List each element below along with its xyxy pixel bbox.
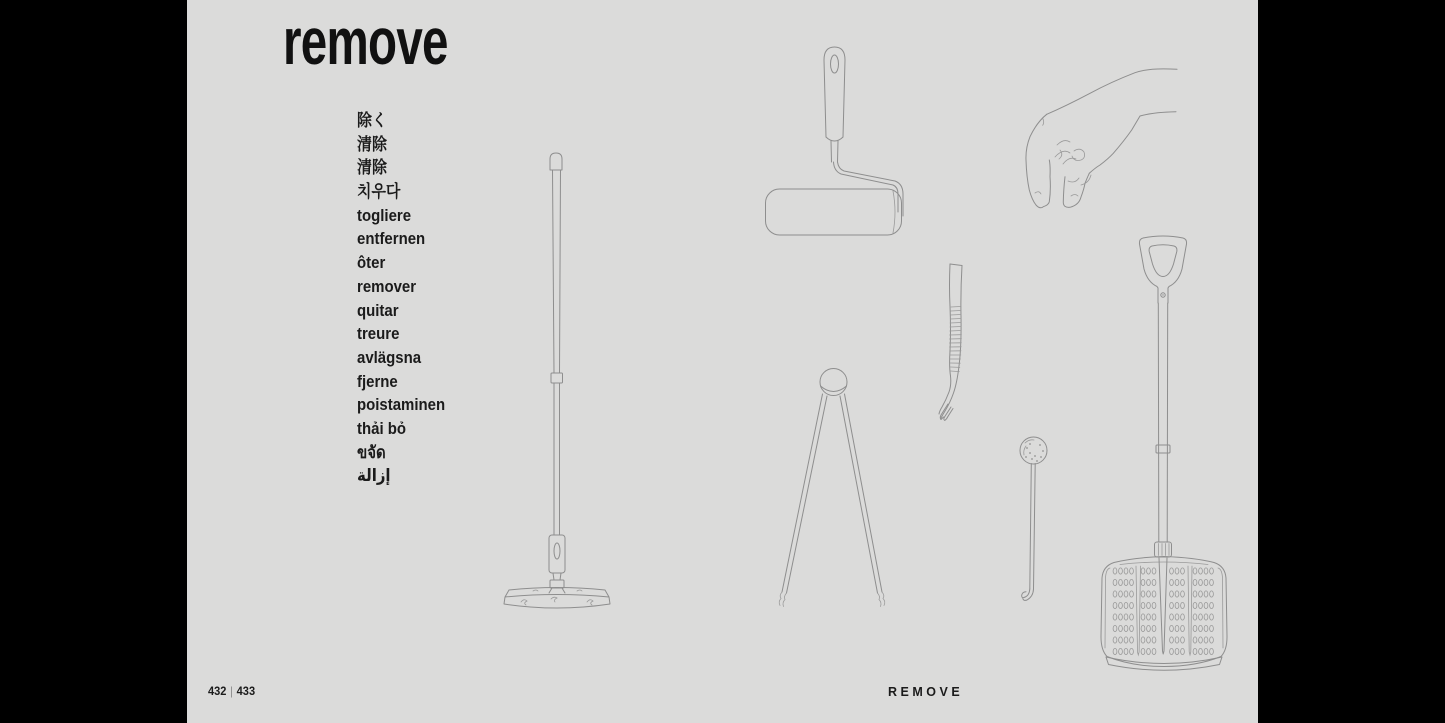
section-label: REMOVE: [888, 685, 964, 699]
translation-word: ขจัด: [357, 442, 386, 462]
translation-word: quitar: [357, 300, 399, 320]
translation-word: entfernen: [357, 229, 426, 249]
tongs-illustration: [776, 365, 892, 611]
picking-hand-illustration: [1019, 65, 1181, 215]
translation-word: 清除: [357, 158, 387, 178]
translation-word: 除く: [357, 111, 387, 130]
tweezers-illustration: [938, 261, 968, 429]
page-title: remove: [283, 4, 448, 78]
page-number-left: 432: [208, 684, 227, 698]
translation-word: thải bỏ: [357, 418, 407, 438]
book-page: [187, 0, 1258, 723]
paint-roller-illustration: [764, 44, 906, 238]
snow-shovel-illustration: [1098, 233, 1230, 679]
page-number-right: 433: [236, 684, 256, 698]
translation-word: ôter: [357, 253, 386, 273]
translation-word: 치우다: [357, 182, 401, 202]
carpet-sweeper-illustration: [503, 150, 613, 610]
page-numbers: [208, 684, 255, 698]
translation-word: poistaminen: [357, 395, 446, 415]
ball-head-pin-illustration: [1018, 433, 1054, 603]
translation-word: togliere: [357, 205, 412, 225]
translation-word: 清除: [357, 134, 387, 154]
translation-word: fjerne: [357, 371, 398, 391]
translation-word: remover: [357, 276, 417, 296]
translation-word: treure: [357, 324, 400, 344]
page-number-divider: |: [230, 684, 233, 698]
translation-word: avlägsna: [357, 347, 422, 367]
translation-list: [357, 109, 457, 488]
translation-word: إزالة: [357, 466, 391, 486]
